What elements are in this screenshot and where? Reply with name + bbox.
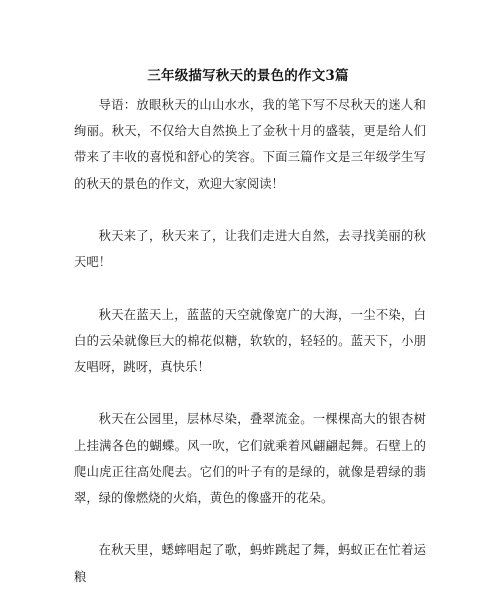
body-paragraph: 秋天在公园里，层林尽染，叠翠流金。一棵棵高大的银杏树上挂满各色的蝴蝶。风一吹，它们就乘着风翩翩起舞。石壁上的爬山虎正往高处爬去。它们的叶子有的是绿的，就像是碧绿的翡翠，绿的像燃烧的火焰，黄色的像盛开的花朵。: [74, 412, 426, 505]
document-title: 三年级描写秋天的景色的作文3篇: [147, 68, 349, 84]
body-paragraph: 秋天来了，秋天来了，让我们走进大自然，去寻找美丽的秋天吧！: [74, 229, 426, 270]
document-body: [74, 92, 426, 590]
body-paragraph: 秋天在蓝天上，蓝蓝的天空就像宽广的大海，一尘不染，白白的云朵就像巨大的棉花似糖，软软的，轻轻的。蓝天下，小朋友唱呀，跳呀，真快乐！: [74, 307, 426, 374]
intro-paragraph: 导语：放眼秋天的山山水水，我的笔下写不尽秋天的迷人和绚丽。秋天，不仅给大自然换上了金秋十月的盛装，更是给人们带来了丰收的喜悦和舒心的笑容。下面三篇作文是三年级学生写的秋天的景色的作文，欢迎大家阅读！: [74, 98, 426, 191]
body-paragraph: 在秋天里，蟋蟀唱起了歌，蚂蚱跳起了舞，蚂蚁正在忙着运粮: [74, 543, 426, 584]
